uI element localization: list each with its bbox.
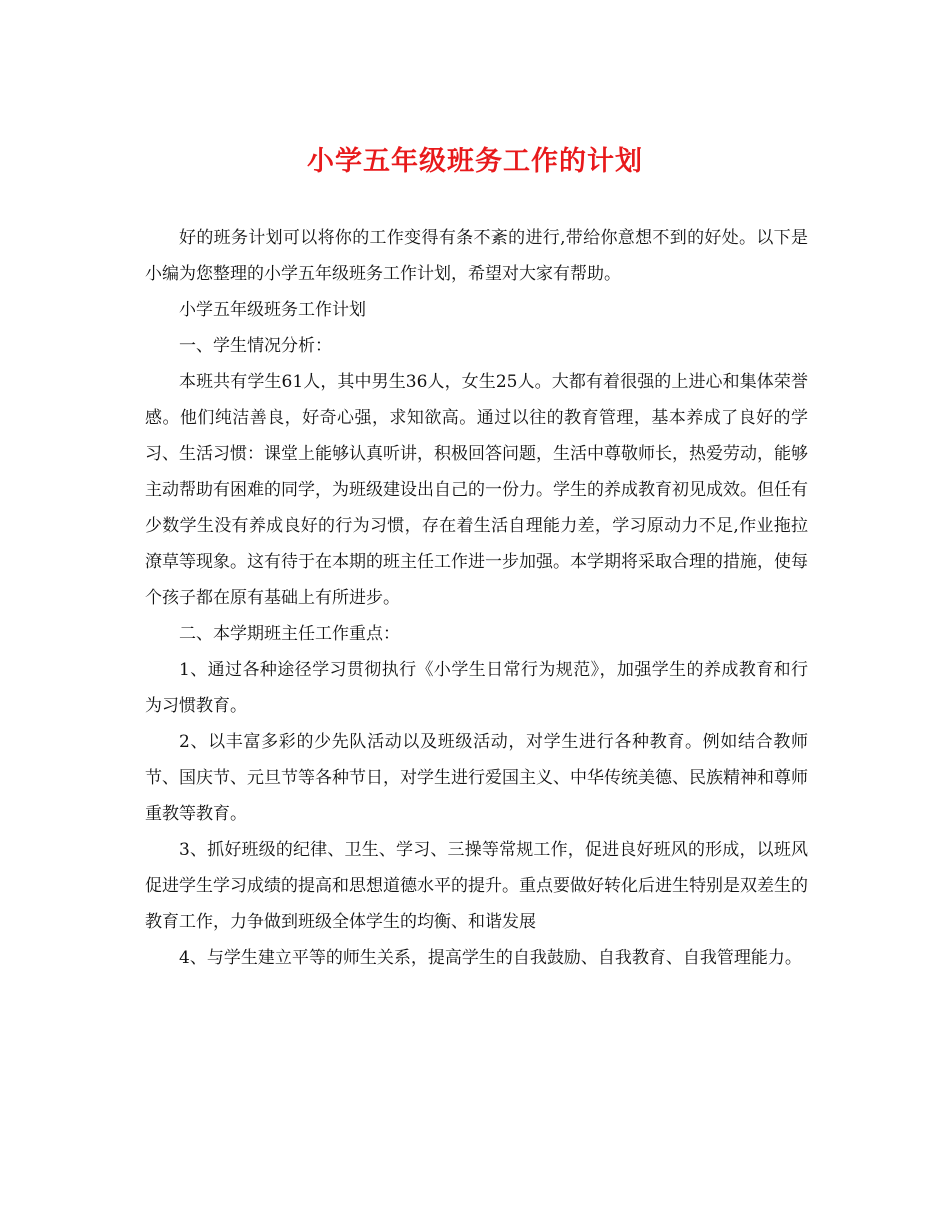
paragraph-subtitle: 小学五年级班务工作计划 — [179, 300, 366, 320]
document-title: 小学五年级班务工作的计划 — [307, 146, 643, 177]
list-item-4: 4、与学生建立平等的师生关系，提高学生的自我鼓励、自我教育、自我管理能力。 — [179, 948, 802, 968]
paragraph-student-analysis: 本班共有学生61人，其中男生36人，女生25人。大都有着很强的上进心和集体荣誉感。他们纯洁善良，好奇心强，求知欲高。通过以往的教育管理，基本养成了良好的学习、生活习惯：课堂上能够认真听讲，积极回答问题，生活中尊敬师长，热爱劳动，能够主动帮助有困难的同学，为班级建设出自己的一份力。学生的养成教育初见成效。但任有少数学生没有养成良好的行为习惯，存在着生活自理能力差，学习原动力不足,作业拖拉潦草等现象。这有待于在本期的班主任工作进一步加强。本学期将采取合理的措施，使每个孩子都在原有基础上有所进步。 — [145, 372, 808, 608]
list-item-1: 1、通过各种途径学习贯彻执行《小学生日常行为规范》，加强学生的养成教育和行为习惯教育。 — [145, 660, 808, 716]
section-heading-work-focus: 二、本学期班主任工作重点： — [179, 624, 400, 644]
list-item-3: 3、抓好班级的纪律、卫生、学习、三操等常规工作，促进良好班风的形成，以班风促进学生学习成绩的提高和思想道德水平的提升。重点要做好转化后进生特别是双差生的教育工作，力争做到班级全体学生的均衡、和谐发展 — [145, 840, 808, 932]
list-item-2: 2、以丰富多彩的少先队活动以及班级活动，对学生进行各种教育。例如结合教师节、国庆节、元旦节等各种节日，对学生进行爱国主义、中华传统美德、民族精神和尊师重教等教育。 — [145, 732, 808, 824]
document-body — [145, 220, 808, 976]
section-heading-student-analysis: 一、学生情况分析： — [179, 336, 332, 356]
paragraph-intro: 好的班务计划可以将你的工作变得有条不紊的进行,带给你意想不到的好处。以下是小编为您整理的小学五年级班务工作计划，希望对大家有帮助。 — [145, 228, 808, 284]
